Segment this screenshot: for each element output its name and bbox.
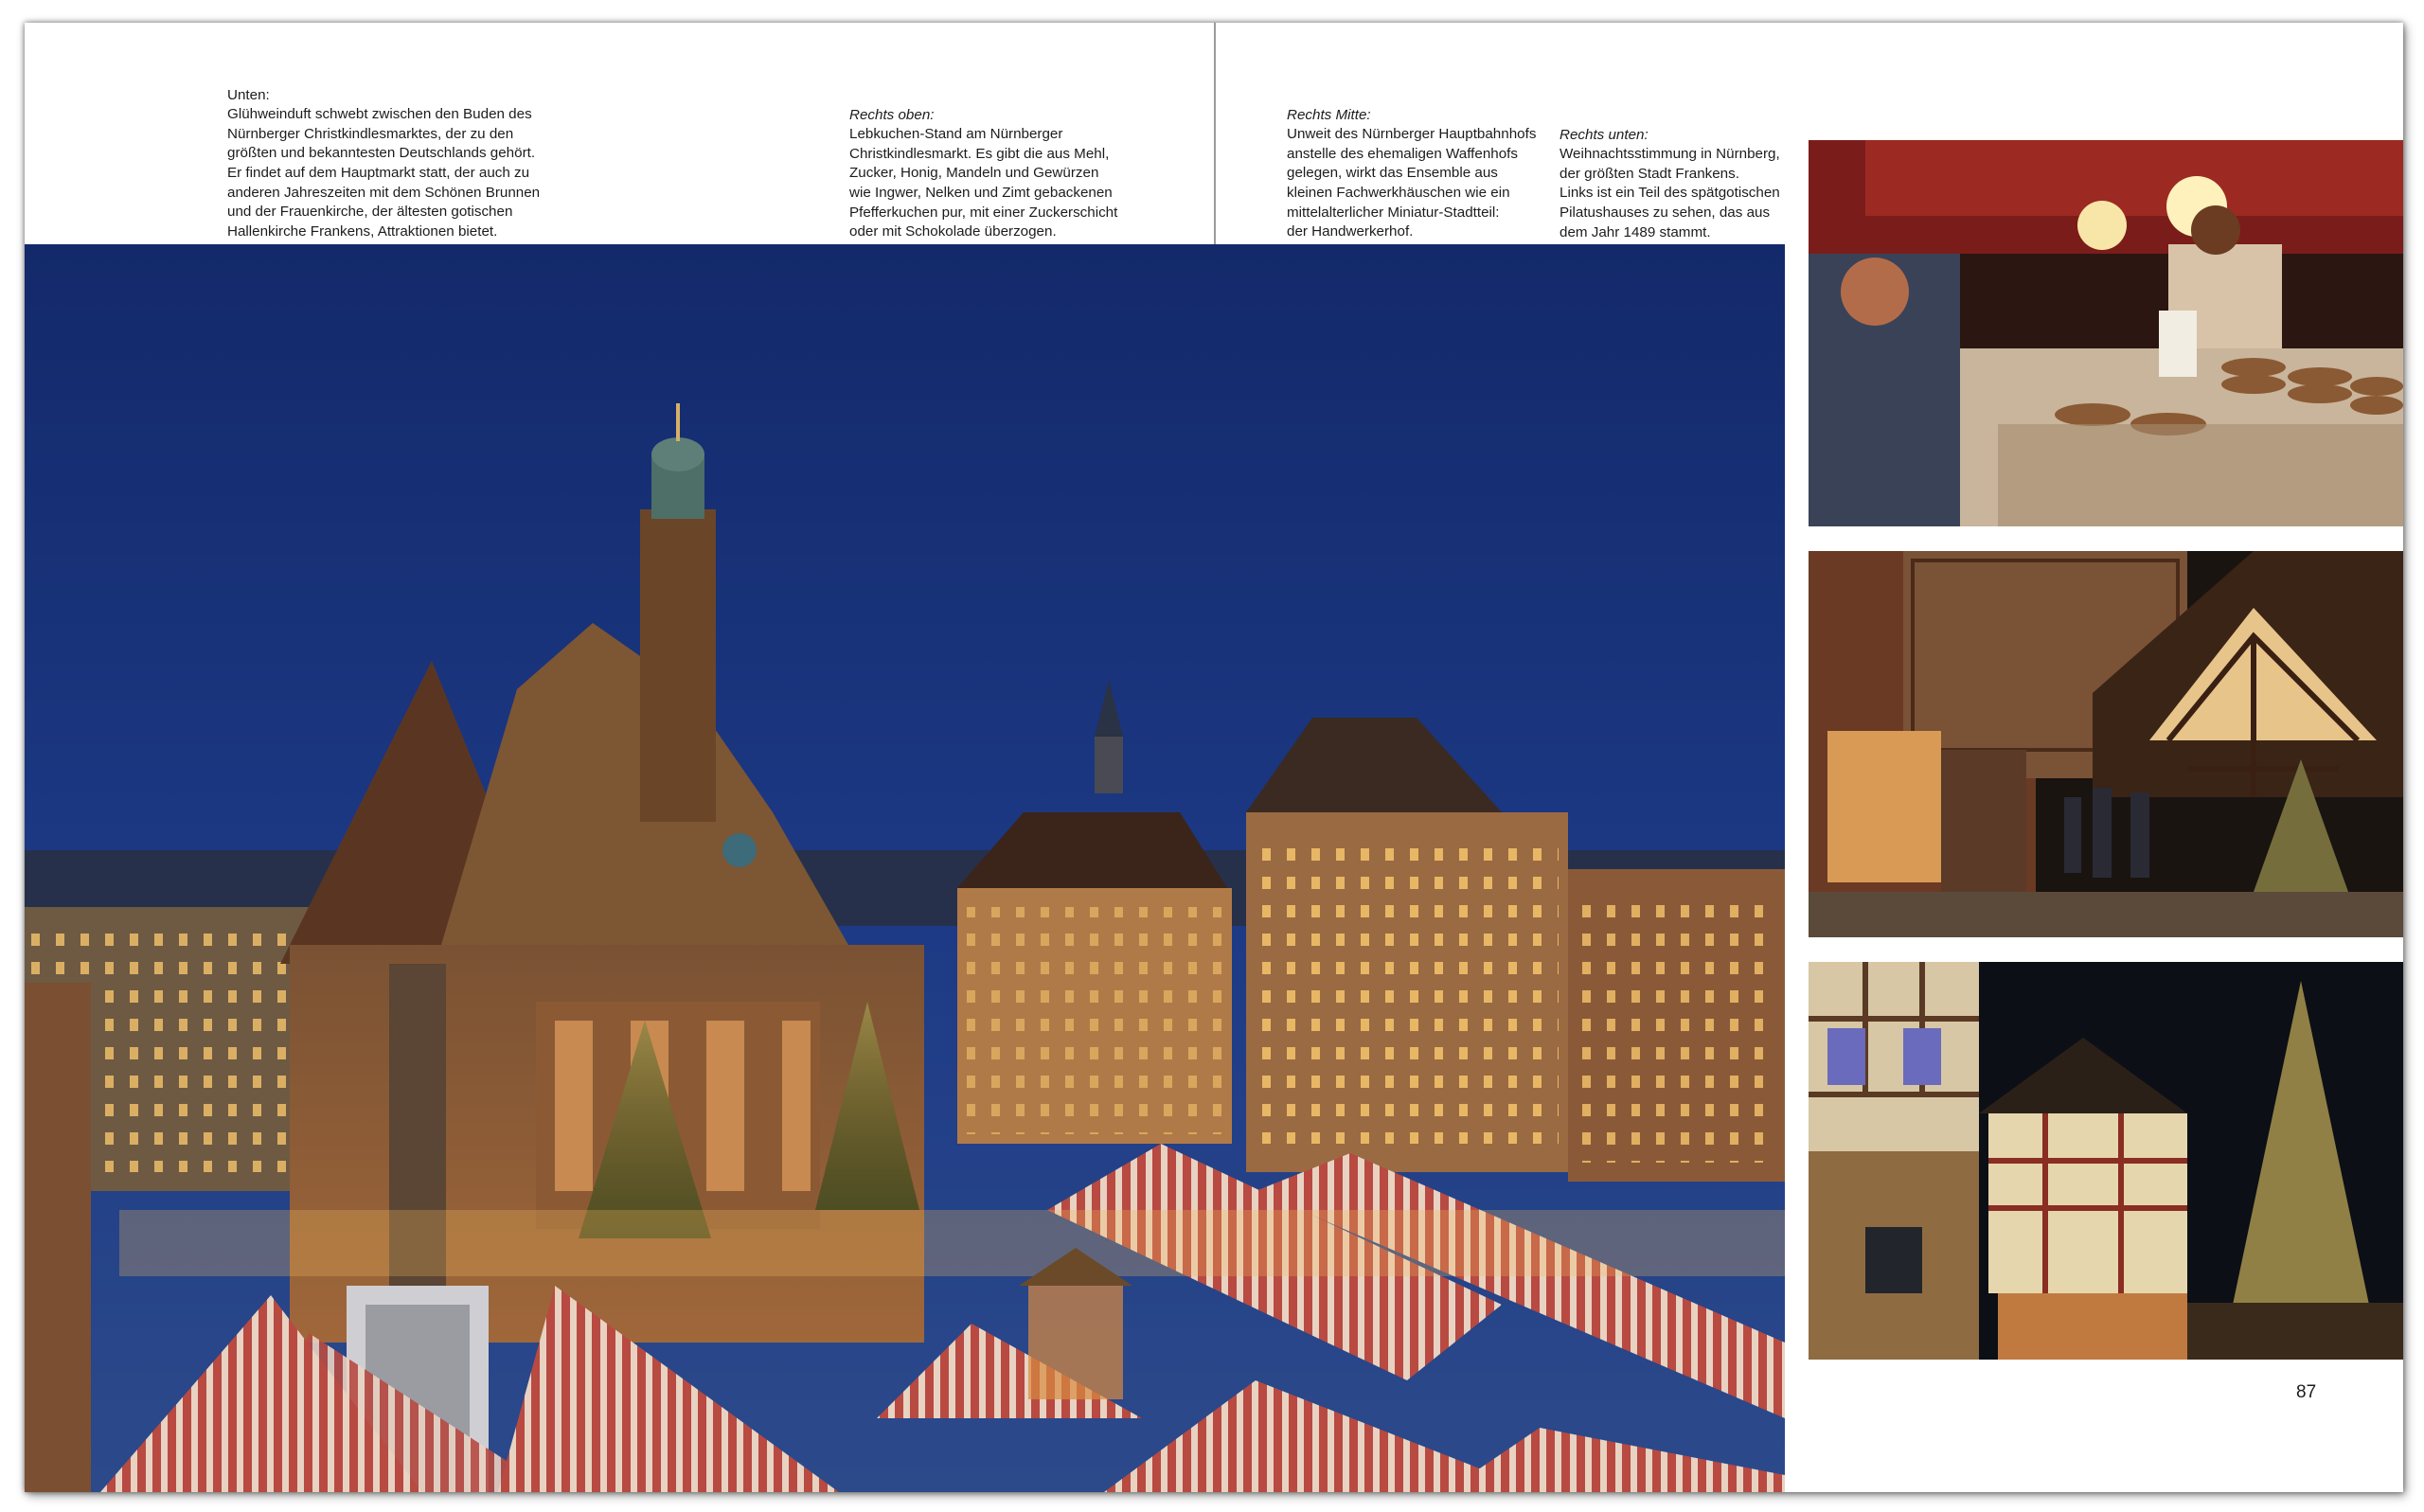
caption-text: Unweit des Nürnberger Hauptbahnhofs anstelle des ehemaligen Waffenhofs gelegen, wirkt das Ensemble aus kleinen Fachwerkhäuschen wie ein mittelalterlicher Miniatur-Stadtteil: der Handwerkerhof.	[1287, 126, 1537, 240]
caption-text: Weihnachtsstimmung in Nürnberg, der größten Stadt Frankens. Links ist ein Teil des spätgotischen Pilatushauses zu sehen, das aus dem Jahr 1489 stammt.	[1560, 146, 1780, 240]
caption-middle-right-photo	[1287, 86, 1536, 242]
caption-lead: Rechts unten:	[1560, 126, 1649, 143]
caption-lead: Unten:	[227, 86, 270, 103]
caption-bottom-photo	[227, 66, 540, 241]
caption-top-right-photo	[849, 86, 1117, 242]
caption-text: Glühweinduft schwebt zwischen den Buden des Nürnberger Christkindlesmarktes, der zu den größten und bekanntesten Deutschlands gehört. Er findet auf dem Hauptmarkt statt, der auch zu anderen Jahreszeiten mit dem Schönen Brunnen und der Frauenkirche, der ältesten gotischen Hallenkirche Frankens, Attraktionen bietet.	[227, 106, 541, 240]
photo-pilatushaus	[1809, 962, 2403, 1360]
photo-handwerkerhof	[1809, 551, 2403, 937]
caption-lead: Rechts oben:	[849, 106, 935, 123]
caption-text: Lebkuchen-Stand am Nürnberger Christkindlesmarkt. Es gibt die aus Mehl, Zucker, Honig, Mandeln und Gewürzen wie Ingwer, Nelken und Zimt gebackenen Pfefferkuchen pur, mit einer Zuckerschicht oder mit Schokolade überzogen.	[849, 126, 1118, 240]
photo-lebkuchen-stand	[1809, 140, 2403, 526]
book-spread	[25, 23, 2403, 1492]
page-gutter	[1214, 23, 1216, 244]
caption-bottom-right-photo	[1560, 106, 1780, 242]
caption-lead: Rechts Mitte:	[1287, 106, 1371, 123]
main-photo-christmas-market	[25, 244, 1785, 1492]
page-number: 87	[2296, 1382, 2317, 1402]
